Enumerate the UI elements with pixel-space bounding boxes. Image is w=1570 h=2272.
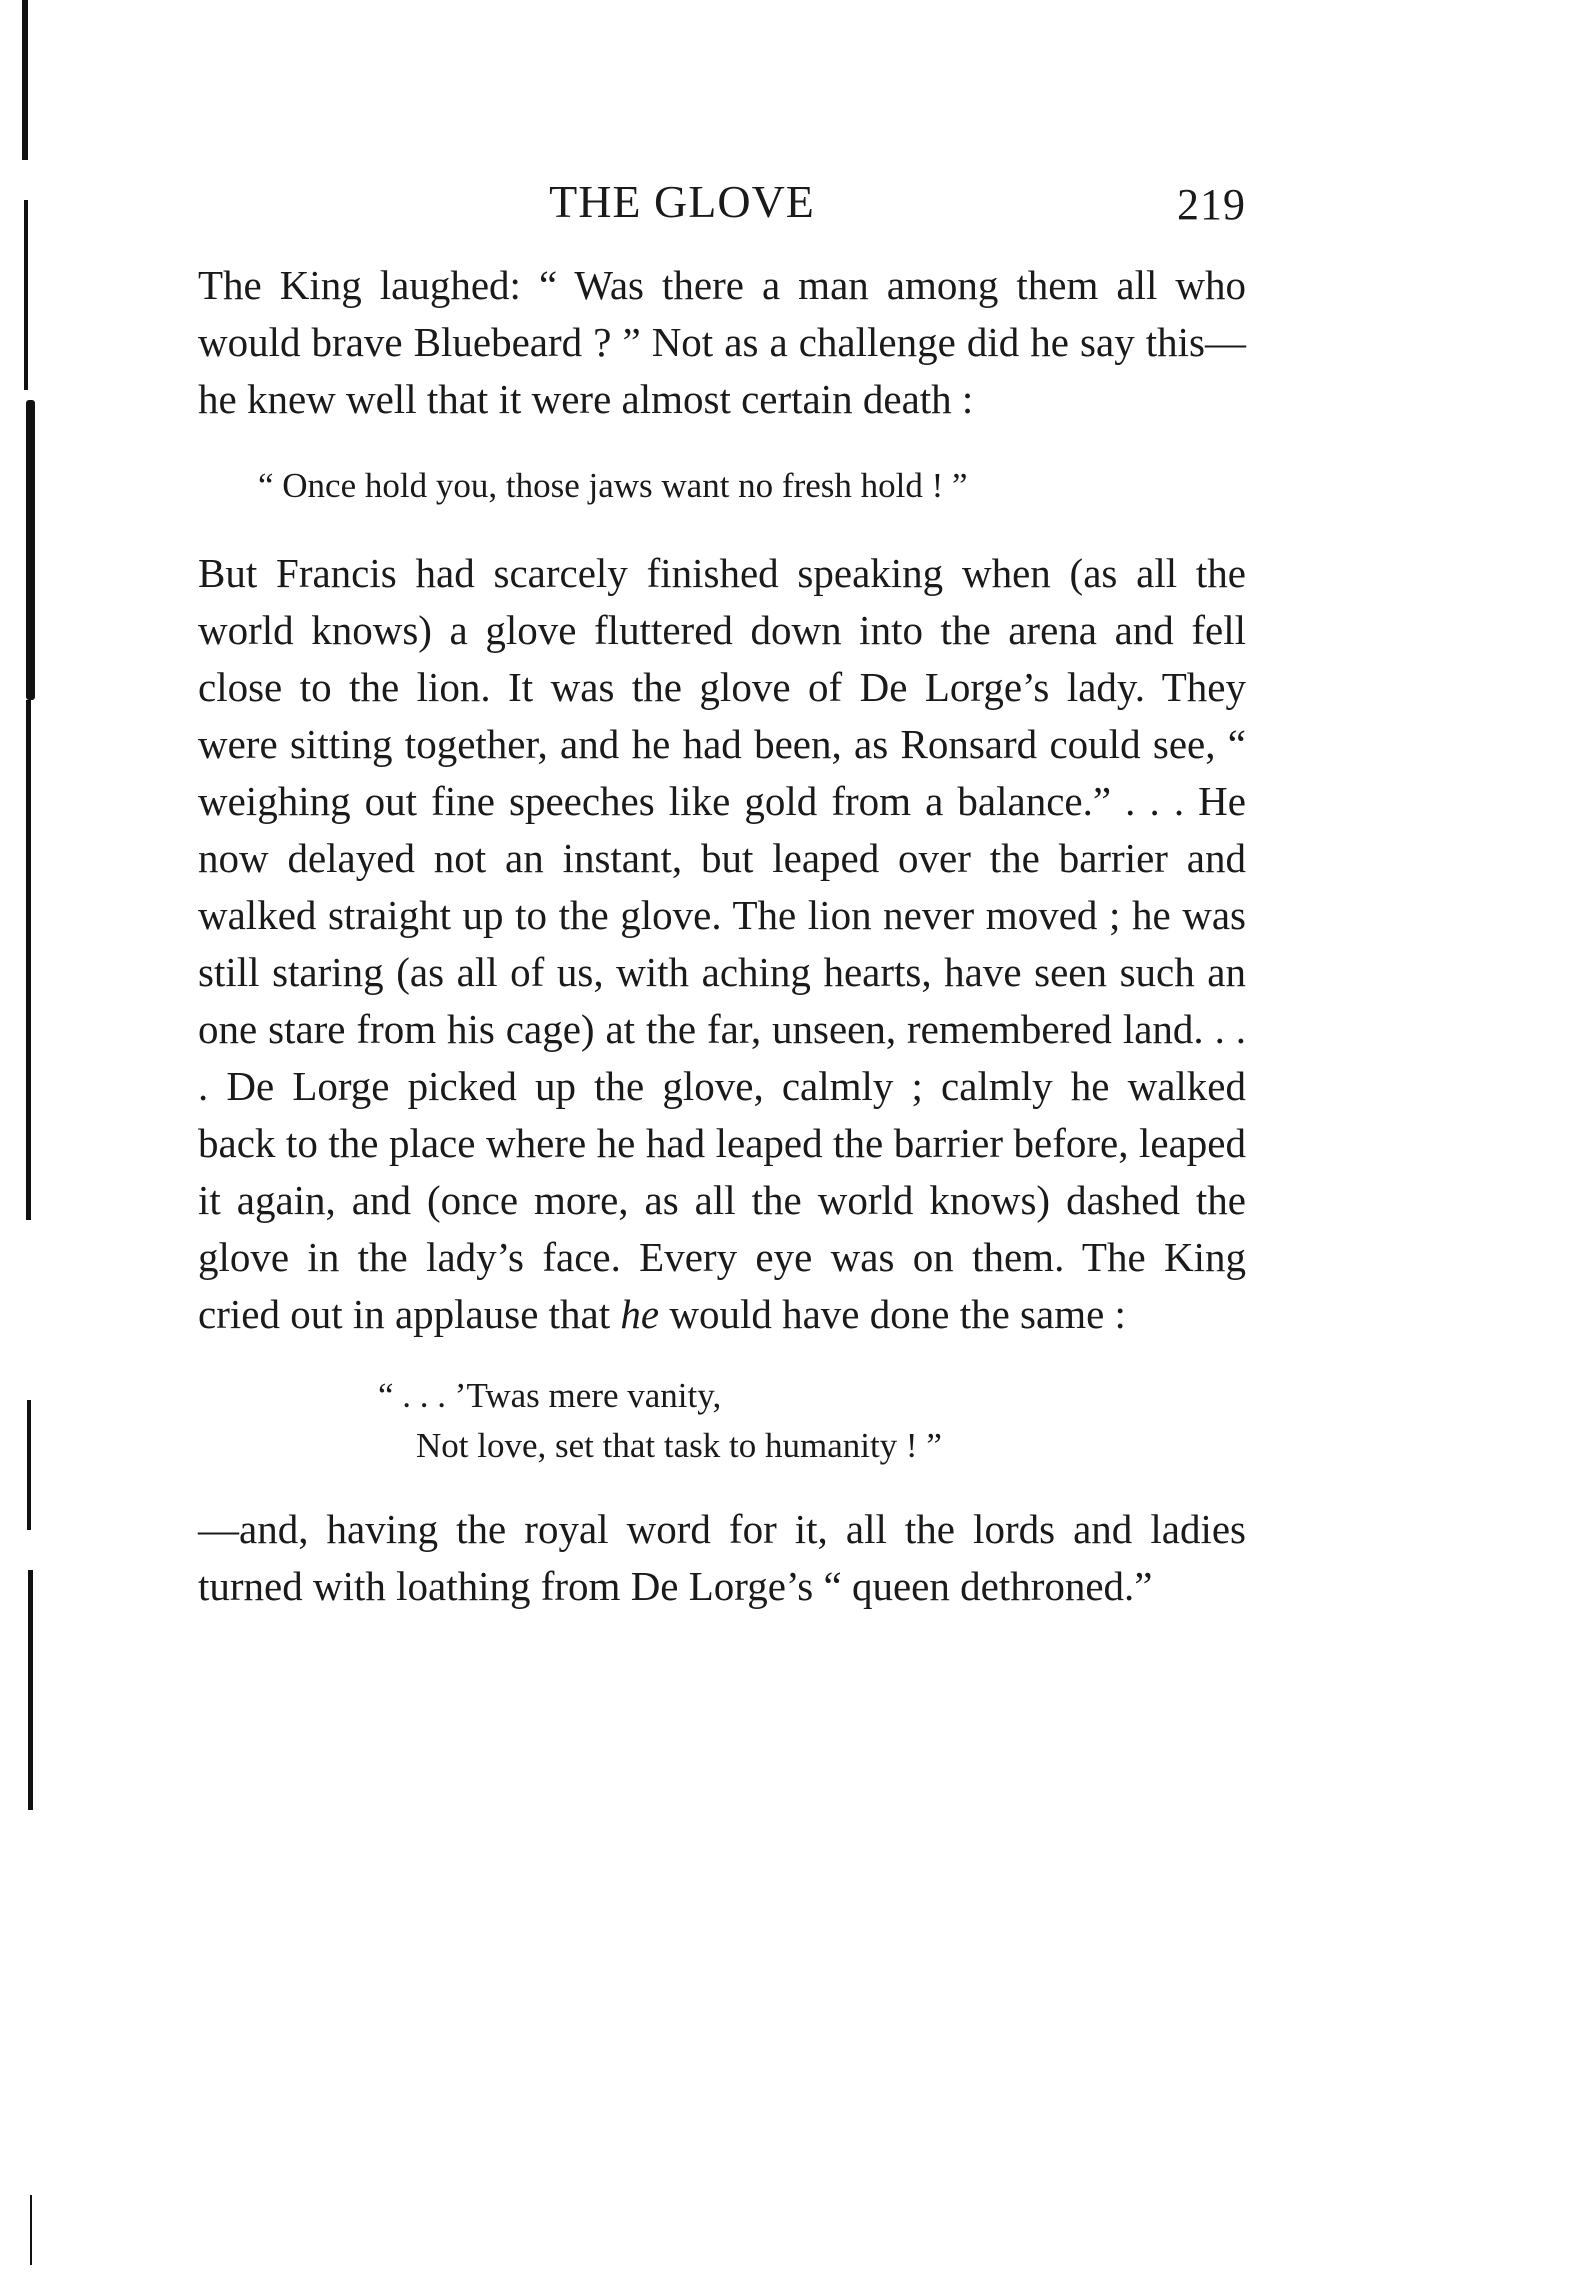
paragraph-2-text: But Francis had scarcely finished speaking when (as all the world knows) a glove fluttered down into the arena and fell close to the lion. It was the glove of De Lorge’s lady. They were sitting together, and he had been, as Ronsard could see, “ weighing out fine speeches like gold from a balance.” . . . He now delayed not an instant, but leaped over the barrier and walked straight up to the glove. The lion never moved ; he was still staring (as all of us, with aching hearts, have seen such an one stare from his cage) at the far, unseen, remembered land. . . . De Lorge picked up the glove, calmly ; calmly he walked back to the place where he had leaped the barrier before, leaped it again, and (once more, as all the world knows) dashed the glove in the lady’s face. Every eye was on them. The King cried out in applause that <box>198 550 1246 1337</box>
running-head <box>198 175 1246 245</box>
binding-edge-mark <box>30 2195 32 2265</box>
page-number: 219 <box>1177 180 1246 229</box>
paragraph-3: —and, having the royal word for it, all the lords and ladies turned with loathing from De Lorge’s “ queen dethroned.” <box>198 1506 1246 1609</box>
binding-edge-mark <box>26 700 31 1220</box>
binding-edge-mark <box>27 1400 31 1530</box>
binding-edge-mark <box>22 0 28 160</box>
paragraph-2 <box>198 545 1246 1343</box>
binding-edge-mark <box>28 1570 33 1810</box>
binding-edge-mark <box>26 400 35 700</box>
verse-quote-1: “ Once hold you, those jaws want no fresh hold ! ” <box>258 466 968 505</box>
book-page <box>198 175 1246 1615</box>
verse-line: “ . . . ’Twas mere vanity, <box>378 1376 722 1415</box>
verse-quote-2 <box>378 1371 1246 1471</box>
running-title: THE GLOVE <box>549 176 815 227</box>
binding-edge-mark <box>24 200 28 390</box>
paragraph-2-text-end: would have done the same : <box>669 1291 1126 1337</box>
paragraph-1: The King laughed: “ Was there a man among them all who would brave Bluebeard ? ” Not as a challenge did he say this—he knew well that it were almost certain death : <box>198 262 1246 422</box>
paragraph-2-emphasis: he <box>620 1291 660 1337</box>
verse-line: Not love, set that task to humanity ! ” <box>416 1426 942 1465</box>
